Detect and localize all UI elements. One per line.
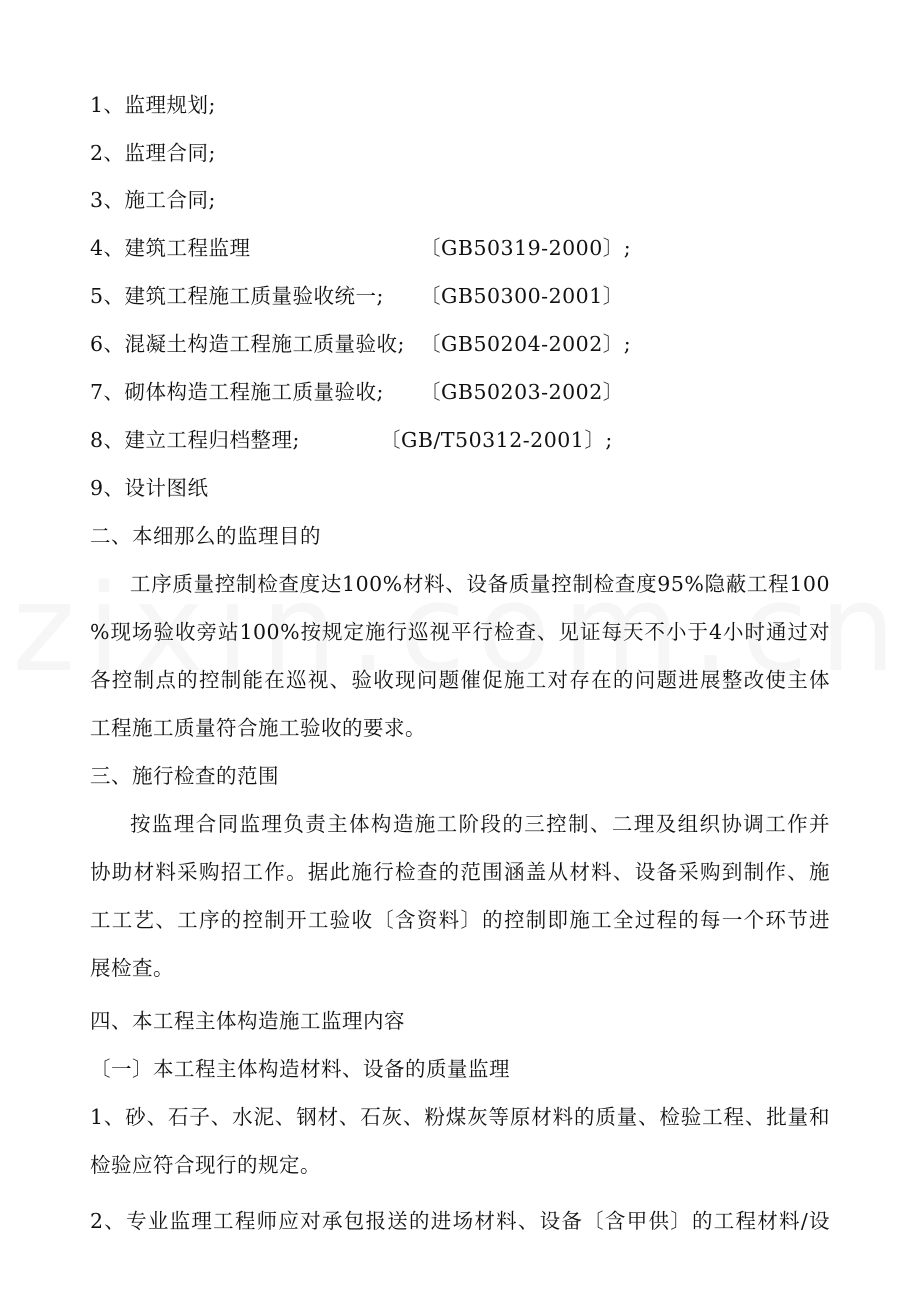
ref-code-6: 〔GB50204-2002〕; <box>420 332 632 356</box>
section-heading-2: 二、本细那么的监理目的 <box>90 524 321 548</box>
ref-item-3: 3、施工合同; <box>90 188 216 212</box>
ref-code-4: 〔GB50319-2000〕; <box>420 236 632 260</box>
section3-line-4: 展检查。 <box>90 956 174 980</box>
ref-item-9: 9、设计图纸 <box>90 476 209 500</box>
section4-item1-line-1: 1、砂、石子、水泥、钢材、石灰、粉煤灰等原材料的质量、检验工程、批量和 <box>90 1105 830 1129</box>
section4-item2-line-1: 2、专业监理工程师应对承包报送的进场材料、设备〔含甲供〕的工程材料/设 <box>90 1209 830 1233</box>
section3-line-2: 协助材料采购招工作。据此施行检查的范围涵盖从材料、设备采购到制作、施 <box>90 860 830 884</box>
ref-item-8: 8、建立工程归档整理; 〔GB/T50312-2001〕; <box>90 425 830 455</box>
ref-item-4: 4、建筑工程监理 〔GB50319-2000〕; <box>90 233 830 263</box>
ref-item-6: 6、混凝土构造工程施工质量验收; 〔GB50204-2002〕; <box>90 329 830 359</box>
ref-item-7: 7、砌体构造工程施工质量验收; 〔GB50203-2002〕 <box>90 377 830 407</box>
section3-line-3: 工工艺、工序的控制开工验收〔含资料〕的控制即施工全过程的每一个环节进 <box>90 908 830 932</box>
section2-line-4: 工程施工质量符合施工验收的要求。 <box>90 716 426 740</box>
subsection-heading-1: 〔一〕本工程主体构造材料、设备的质量监理 <box>90 1057 510 1081</box>
section3-line-1: 按监理合同监理负责主体构造施工阶段的三控制、二理及组织协调工作并 <box>130 812 830 836</box>
section4-item1-line-2: 检验应符合现行的规定。 <box>90 1153 321 1177</box>
section2-line-2: %现场验收旁站100%按规定施行巡视平行检查、见证每天不小于4小时通过对 <box>90 620 830 644</box>
ref-code-5: 〔GB50300-2001〕 <box>420 284 624 308</box>
ref-item-2: 2、监理合同; <box>90 141 216 165</box>
ref-code-8: 〔GB/T50312-2001〕; <box>380 428 613 452</box>
ref-item-1: 1、监理规划; <box>90 93 216 117</box>
ref-code-7: 〔GB50203-2002〕 <box>420 380 624 404</box>
section-heading-3: 三、施行检查的范围 <box>90 764 279 788</box>
section-heading-4: 四、本工程主体构造施工监理内容 <box>90 1009 405 1033</box>
ref-item-5: 5、建筑工程施工质量验收统一; 〔GB50300-2001〕 <box>90 281 830 311</box>
section2-line-3: 各控制点的控制能在巡视、验收现问题催促施工对存在的问题进展整改使主体 <box>90 668 830 692</box>
section2-line-1: 工序质量控制检查度达100%材料、设备质量控制检查度95%隐蔽工程100 <box>130 572 830 596</box>
